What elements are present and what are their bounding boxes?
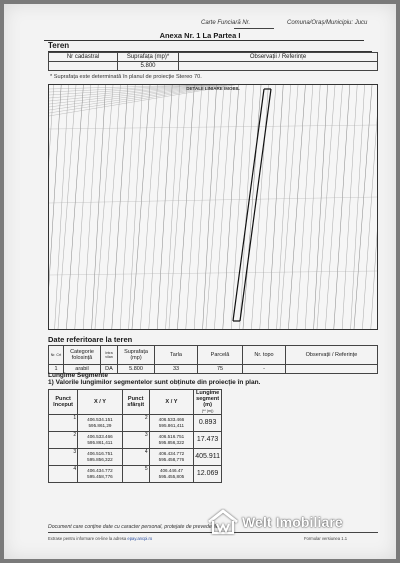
anexa-title: Anexa Nr. 1 La Partea I xyxy=(159,31,241,40)
parcel-line xyxy=(334,85,350,329)
parcel-line xyxy=(305,85,320,329)
carte-funciara-label: Carte Funciară Nr. xyxy=(201,20,251,26)
parcel-line xyxy=(203,85,217,329)
footnote: * Suprafața este determinată în planul de proiecție Stereo 70. xyxy=(50,74,202,80)
table-cell: 406.434.772 595.458,776 xyxy=(149,449,194,466)
table-cell: 3 xyxy=(49,449,78,466)
table-cell: 5.800 xyxy=(118,365,155,374)
parcel-line xyxy=(277,85,291,329)
table-cell: 5 xyxy=(122,466,149,483)
teren-section-title: Teren xyxy=(48,41,70,50)
table-cell: 406.516.751 595.856,322 xyxy=(78,449,123,466)
parcel-line xyxy=(58,85,76,329)
document-header xyxy=(4,20,396,30)
parcel-line xyxy=(314,85,328,329)
parcel-line xyxy=(157,85,172,329)
parcel-line xyxy=(240,85,254,329)
col-header: Nr cadastral xyxy=(49,53,118,62)
parcel-line xyxy=(169,85,187,329)
parcel-line xyxy=(149,85,165,329)
cadastral-drawing xyxy=(48,84,378,330)
parcel-line xyxy=(66,85,83,329)
parcel-line xyxy=(55,85,69,329)
col-header: Punct început xyxy=(49,390,78,415)
table-cell: DA xyxy=(101,365,118,374)
document-page xyxy=(4,4,396,559)
footer-info: Extrase pentru informare on-line la adresa epay.ancpi.ro xyxy=(48,536,153,541)
parcel-line xyxy=(206,85,224,329)
table-cell: 33 xyxy=(155,365,198,374)
table-cell: 406.533.466 595.861,411 xyxy=(78,432,123,449)
cadastral-lines xyxy=(49,85,377,329)
parcel-line xyxy=(166,85,180,329)
table-cell: 4 xyxy=(49,466,78,483)
form-version: Formular versiunea 1.1 xyxy=(304,536,348,541)
table-cell: 5.800 xyxy=(118,62,179,71)
table-cell: 0.893 xyxy=(194,415,222,432)
table-cell: 12.069 xyxy=(194,466,222,483)
date-teren-title: Date referitoare la teren xyxy=(48,335,133,344)
drawing-title: DETALII LINIARE IMOBIL xyxy=(186,86,240,91)
col-header: Parcelă xyxy=(198,346,243,365)
col-header: Nr. topo xyxy=(243,346,286,365)
parcel-line xyxy=(132,85,150,329)
parcel-line xyxy=(280,85,298,329)
table-cell: 406.516.751 595.856,322 xyxy=(149,432,194,449)
table-cell: arabil xyxy=(64,365,101,374)
parcel-line xyxy=(49,125,377,129)
unit-note: (** (m)) xyxy=(201,409,214,413)
watermark xyxy=(206,508,374,536)
table-cell: 406.446.47 595.455,805 xyxy=(149,466,194,483)
col-header: Tarla xyxy=(155,346,198,365)
table-cell: 17.473 xyxy=(194,432,222,449)
parcel-line xyxy=(129,85,143,329)
col-header: X / Y xyxy=(149,390,194,415)
col-header: Nr. Crt xyxy=(49,346,64,365)
parcel-line xyxy=(342,85,357,329)
col-header: Observații / Referințe xyxy=(179,53,378,62)
table-cell: 75 xyxy=(198,365,243,374)
parcel-line xyxy=(297,85,313,329)
table-cell xyxy=(49,62,118,71)
parcel-line xyxy=(120,85,135,329)
divider xyxy=(44,40,364,41)
parcel-line xyxy=(233,89,264,321)
parcel-line xyxy=(354,85,372,329)
parcel-line xyxy=(362,85,377,329)
table-cell xyxy=(179,62,378,71)
comuna-label: Comuna/Oraș/Municipiu: Jucu xyxy=(287,20,368,26)
parcel-line xyxy=(260,85,276,329)
col-header: Observații / Referințe xyxy=(286,346,378,365)
footer-disclaimer: Document care conține date cu caracter personal, protejate de prevederile xyxy=(48,524,219,530)
parcel-line xyxy=(49,85,61,329)
parcel-line xyxy=(240,89,271,321)
col-header: Suprafața (mp) xyxy=(118,346,155,365)
col-header: Suprafața (mp)* xyxy=(118,53,179,62)
lungime-subtitle: 1) Valorile lungimilor segmentelor sunt obținute din proiecție în plan. xyxy=(48,379,261,386)
parcel-line xyxy=(317,85,335,329)
epay-link[interactable]: epay.ancpi.ro xyxy=(127,536,153,541)
parcel-line xyxy=(371,85,377,329)
table-row xyxy=(49,449,222,466)
parcel-line xyxy=(49,271,377,275)
parcel-line xyxy=(112,85,128,329)
col-header: Intra vilan xyxy=(101,346,118,365)
parcel-line xyxy=(243,85,261,329)
parcel-line xyxy=(103,85,120,329)
parcel-line xyxy=(140,85,157,329)
col-header: Lungime segment (m) (** (m)) xyxy=(194,390,222,415)
table-cell: 1 xyxy=(49,365,64,374)
parcel-line xyxy=(325,85,342,329)
parcel-line xyxy=(268,85,283,329)
parcel-line xyxy=(351,85,365,329)
table-cell: - xyxy=(243,365,286,374)
table-cell: 405.911 xyxy=(194,449,222,466)
comuna-value: Jucu xyxy=(354,20,368,26)
table-cell: 1 xyxy=(49,415,78,432)
parcel-line xyxy=(92,85,106,329)
table-row xyxy=(49,466,222,483)
table-cell: 406.533.466 595.861,411 xyxy=(149,415,194,432)
parcel-line xyxy=(49,197,377,203)
col-header: Punct sfârșit xyxy=(122,390,149,415)
table-cell: 4 xyxy=(122,449,149,466)
table-cell xyxy=(286,365,378,374)
parcel-line xyxy=(83,85,98,329)
table-cell: 2 xyxy=(49,432,78,449)
col-header: Categorie folosință xyxy=(64,346,101,365)
teren-table xyxy=(48,52,378,71)
date-teren-table xyxy=(48,345,378,374)
parcel-line xyxy=(186,85,202,329)
parcel-line xyxy=(75,85,91,329)
table-cell: 2 xyxy=(122,415,149,432)
house-logo-icon xyxy=(206,508,240,536)
watermark-brand: Welt Imobiliare xyxy=(242,514,343,530)
lungime-title: Lungime Segmente xyxy=(48,372,108,379)
carte-funciara-blank xyxy=(234,28,274,29)
table-cell: 3 xyxy=(122,432,149,449)
parcel-line xyxy=(49,85,54,329)
table-row xyxy=(49,432,222,449)
table-cell: 406.434.772 595.458,776 xyxy=(78,466,123,483)
col-header: X / Y xyxy=(78,390,123,415)
table-row xyxy=(49,415,222,432)
lungime-table xyxy=(48,389,222,483)
parcel-line xyxy=(214,85,231,329)
table-cell: 406.534.151 595.861,29 xyxy=(78,415,123,432)
parcel-line xyxy=(177,85,194,329)
parcel-line xyxy=(288,85,305,329)
parcel-line xyxy=(95,85,113,329)
parcel-line xyxy=(194,85,209,329)
